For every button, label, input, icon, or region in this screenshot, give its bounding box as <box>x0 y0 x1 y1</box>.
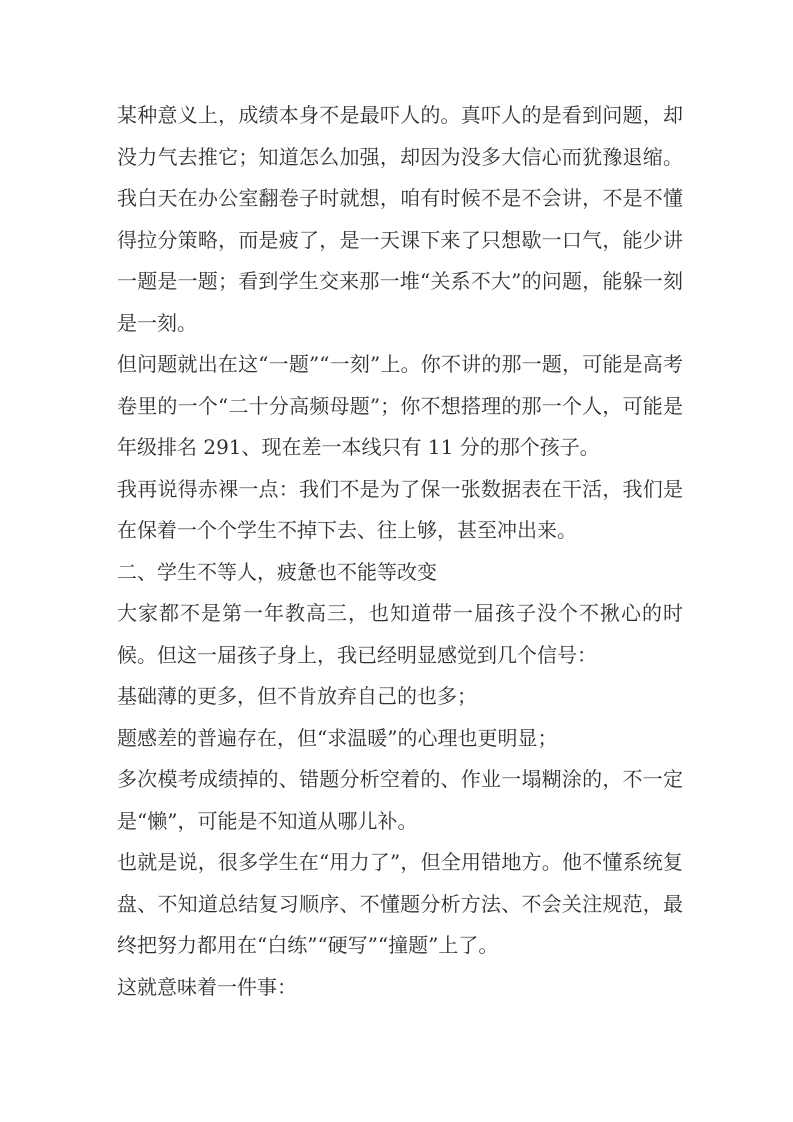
paragraph: 基础薄的更多，但不肯放弃自己的也多； <box>117 684 477 708</box>
paragraph: 多次模考成绩掉的、错题分析空着的、作业一塌糊涂的，不一定是“懒”，可能是不知道从哪儿补。 <box>117 767 683 833</box>
paragraph: 但问题就出在这“一题”“一刻”上。你不讲的那一题，可能是高考卷里的一个“二十分高频母题”；你不想搭理的那一个人，可能是年级排名 291、现在差一本线只有 11 分的那个孩子。 <box>117 352 683 459</box>
paragraph: 我再说得赤裸一点：我们不是为了保一张数据表在干活，我们是在保着一个个学生不掉下去、往上够，甚至冲出来。 <box>117 476 683 542</box>
paragraph: 也就是说，很多学生在“用力了”，但全用错地方。他不懂系统复盘、不知道总结复习顺序、不懂题分析方法、不会关注规范，最终把努力都用在“白练”“硬写”“撞题”上了。 <box>117 850 683 957</box>
section-heading: 二、学生不等人，疲惫也不能等改变 <box>117 559 437 584</box>
paragraph: 这就意味着一件事： <box>117 974 297 999</box>
paragraph: 某种意义上，成绩本身不是最吓人的。真吓人的是看到问题，却没力气去推它；知道怎么加强，却因为没多大信心而犹豫退缩。我白天在办公室翻卷子时就想，咱有时候不是不会讲，不是不懂得拉分策略，而是疲了，是一天课下来了只想歇一口气，能少讲一题是一题；看到学生交来那一堆“关系不大”的问题，能躲一刻是一刻。 <box>117 103 683 335</box>
paragraph: 大家都不是第一年教高三，也知道带一届孩子没个不揪心的时候。但这一届孩子身上，我已经明显感觉到几个信号： <box>117 601 683 667</box>
paragraph: 题感差的普遍存在，但“求温暖”的心理也更明显； <box>117 725 558 750</box>
